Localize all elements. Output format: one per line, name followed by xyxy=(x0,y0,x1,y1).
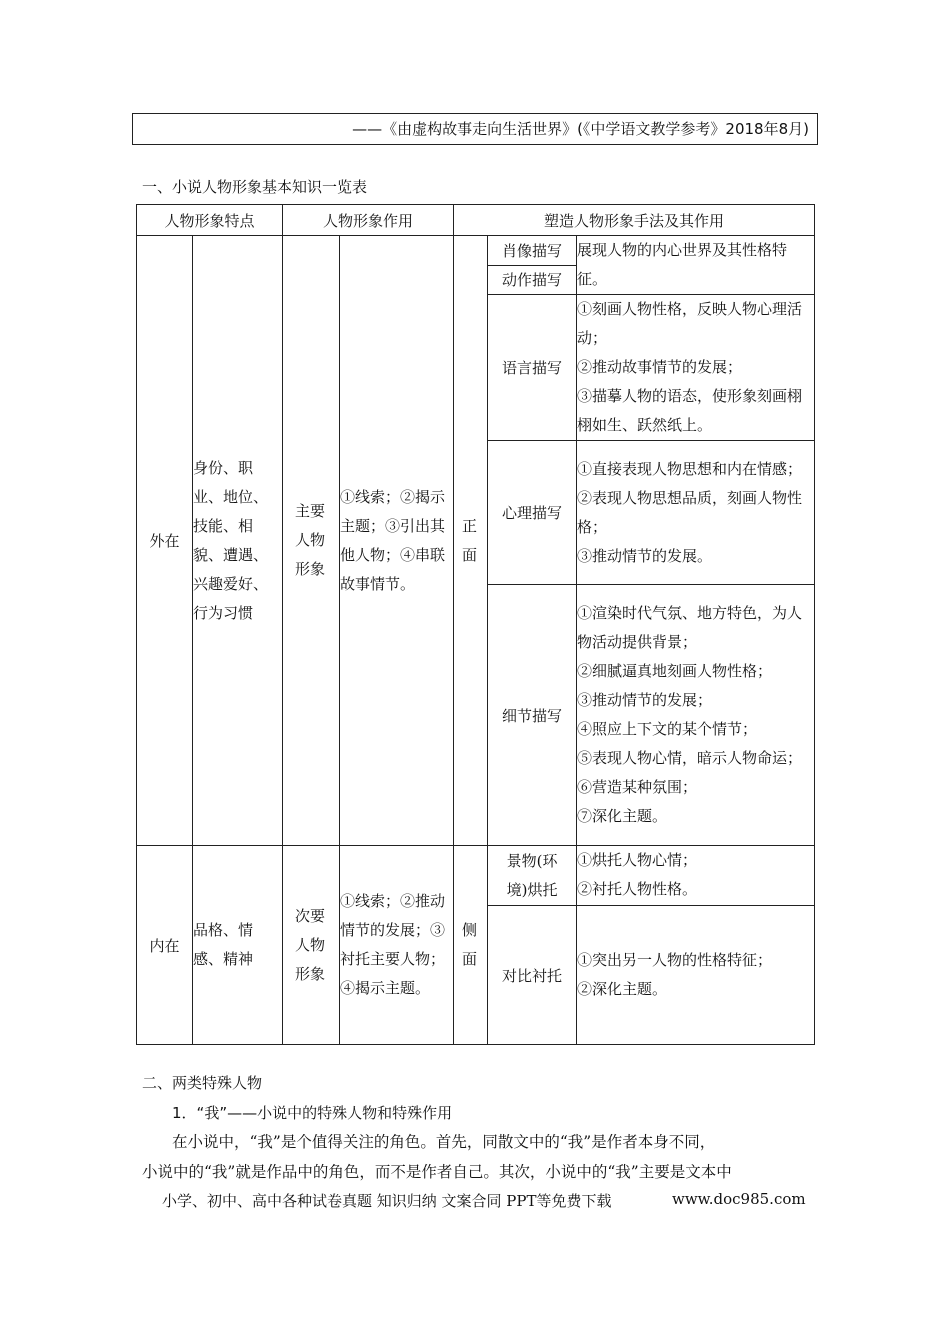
effect-line: ①渲染时代气氛、地方特色，为人物活动提供背景； xyxy=(577,604,803,651)
method-detail: 细节描写 xyxy=(488,585,577,846)
effect-line: ①直接表现人物思想和内在情感； xyxy=(577,459,803,478)
effect-line: ③描摹人物的语态，使形象刻画栩栩如生、跃然纸上。 xyxy=(577,387,803,434)
effect-line: ③推动情节的发展。 xyxy=(577,546,713,565)
effect-line: ②表现人物思想品质，刻画人物性格； xyxy=(577,488,803,536)
paragraph-line-1: 在小说中，“我”是个值得关注的角色。首先，同散文中的“我”是作者本身不同， xyxy=(172,1133,716,1151)
effect-line: ④照应上下文的某个情节； xyxy=(577,720,758,738)
effect-line: ①刻画人物性格，反映人物心理活动； xyxy=(577,300,803,347)
effect-line: ②深化主题。 xyxy=(577,980,668,998)
method-contrast: 对比衬托 xyxy=(488,906,577,1045)
source-citation: ——《由虚构故事走向生活世界》(《中学语文教学参考》2018年8月) xyxy=(132,113,818,145)
section-title-1: 一、小说人物形象基本知识一览表 xyxy=(142,178,368,196)
method-psychology: 心理描写 xyxy=(488,441,577,585)
effect-line: ⑤表现人物心情，暗示人物命运； xyxy=(577,749,803,767)
header-roles: 人物形象作用 xyxy=(283,205,454,236)
effect-line: ①突出另一人物的性格特征； xyxy=(577,951,773,969)
main-character-roles: ①线索；②揭示主题；③引出其他人物；④串联故事情节。 xyxy=(340,236,454,846)
subsection-title-1: 1．“我”——小说中的特殊人物和特殊作用 xyxy=(172,1104,453,1122)
effect-psychology xyxy=(577,441,815,585)
effect-line: ②推动故事情节的发展； xyxy=(577,358,743,376)
table-header-row xyxy=(137,205,815,236)
main-character-label: 主要人物形象 xyxy=(283,236,340,846)
effect-line: ②细腻逼真地刻画人物性格； xyxy=(577,662,773,680)
paragraph-line-2: 小说中的“我”就是作品中的角色，而不是作者自己。其次，小说中的“我”主要是文本中 xyxy=(142,1163,732,1181)
direct-label: 正面 xyxy=(454,236,488,846)
footer-text: 小学、初中、高中各种试卷真题 知识归纳 文案合同 PPT等免费下载 xyxy=(162,1192,612,1210)
method-action: 动作描写 xyxy=(488,265,577,295)
method-scenery: 景物(环境)烘托 xyxy=(488,846,577,906)
outer-traits: 身份、职业、地位、技能、相貌、遭遇、兴趣爱好、行为习惯 xyxy=(193,236,283,846)
effect-line: 展现人物的内心世界及其性格特征。 xyxy=(577,241,788,288)
footer-url[interactable]: www.doc985.com xyxy=(672,1190,806,1208)
section-title-2: 二、两类特殊人物 xyxy=(142,1074,263,1092)
method-portrait: 肖像描写 xyxy=(488,236,577,266)
effect-portrait-action xyxy=(577,236,815,295)
effect-line: ①烘托人物心情； xyxy=(577,851,698,869)
effect-line: ②衬托人物性格。 xyxy=(577,880,698,898)
character-knowledge-table xyxy=(136,204,815,1045)
header-traits: 人物形象特点 xyxy=(137,205,283,236)
secondary-character-roles: ①线索；②推动情节的发展；③衬托主要人物；④揭示主题。 xyxy=(340,846,454,1045)
effect-line: ③推动情节的发展； xyxy=(577,691,713,709)
header-methods: 塑造人物形象手法及其作用 xyxy=(454,205,815,236)
outer-label: 外在 xyxy=(137,236,193,846)
effect-speech xyxy=(577,295,815,441)
indirect-label: 侧面 xyxy=(454,846,488,1045)
effect-detail xyxy=(577,585,815,846)
effect-line: ⑥营造某种氛围； xyxy=(577,778,698,796)
inner-traits: 品格、情感、精神 xyxy=(193,846,283,1045)
method-speech: 语言描写 xyxy=(488,295,577,441)
secondary-character-label: 次要人物形象 xyxy=(283,846,340,1045)
effect-contrast xyxy=(577,906,815,1045)
effect-line: ⑦深化主题。 xyxy=(577,807,668,825)
effect-scenery xyxy=(577,846,815,906)
inner-label: 内在 xyxy=(137,846,193,1045)
